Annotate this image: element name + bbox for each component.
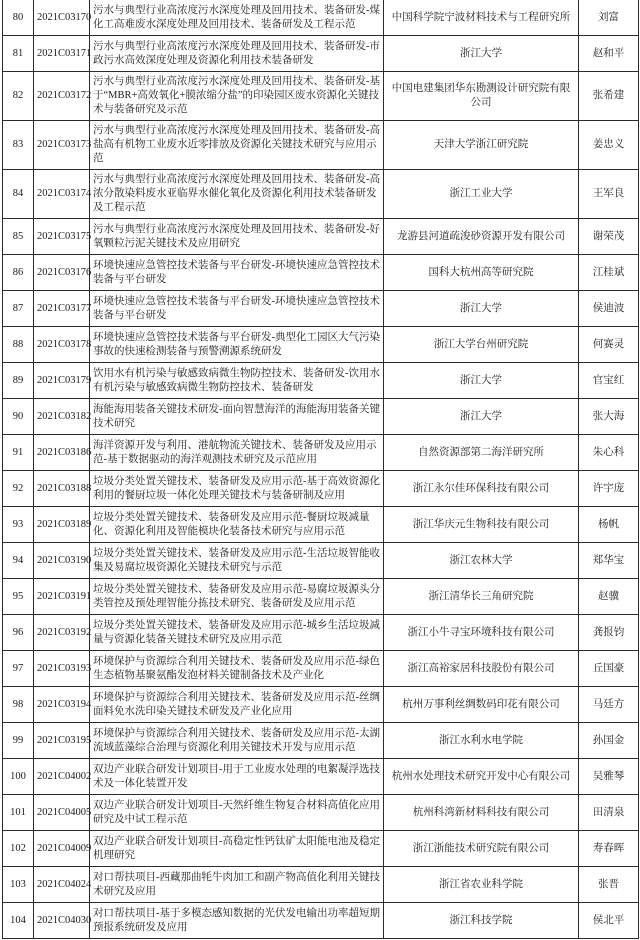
project-code: 2021C04002: [34, 759, 90, 795]
project-title: 海能海用装备关键技术研发-面向智慧海洋的海能海用装备关键技术研究: [90, 399, 384, 435]
table-row: [3, 903, 639, 939]
project-title: 饮用水有机污染与敏感致病微生物防控技术、装备研发-饮用水有机污染与敏感致病微生物防控技术、装备研发: [90, 363, 384, 399]
project-code: 2021C03195: [34, 723, 90, 759]
table-row: [3, 255, 639, 291]
project-organization: 浙江水利水电学院: [384, 723, 579, 759]
project-code: 2021C03170: [34, 0, 90, 36]
project-code: 2021C04030: [34, 903, 90, 939]
project-organization: 浙江永尔佳环保科技有限公司: [384, 471, 579, 507]
row-index: 103: [3, 867, 34, 903]
project-leader: 何赛灵: [579, 327, 639, 363]
project-leader: 孙国金: [579, 723, 639, 759]
project-organization: 龙游县河道疏浚砂资源开发有限公司: [384, 219, 579, 255]
project-code: 2021C04005: [34, 795, 90, 831]
project-leader: 吴雅琴: [579, 759, 639, 795]
project-code: 2021C03194: [34, 687, 90, 723]
project-leader: 官宝红: [579, 363, 639, 399]
project-title: 环境保护与资源综合利用关键技术、装备研发及应用示范-绿色生态植物基聚氨酯发泡材料关键制备技术及产业化: [90, 651, 384, 687]
project-title: 环境快速应急管控技术装备与平台研发-环境快速应急管控技术装备与平台研发: [90, 291, 384, 327]
project-title: 垃圾分类处置关键技术、装备研发及应用示范-餐厨垃圾减量化、资源化利用及智能模块化装备技术研究与应用示范: [90, 507, 384, 543]
project-leader: 朱心科: [579, 435, 639, 471]
table-row: [3, 723, 639, 759]
row-index: 84: [3, 170, 34, 219]
project-leader: 寿春晖: [579, 831, 639, 867]
row-index: 82: [3, 72, 34, 121]
table-row: [3, 0, 639, 36]
table-row: [3, 170, 639, 219]
project-organization: 浙江科技学院: [384, 903, 579, 939]
row-index: 91: [3, 435, 34, 471]
project-leader: 赵和平: [579, 36, 639, 72]
project-organization: 天津大学浙江研究院: [384, 121, 579, 170]
row-index: 83: [3, 121, 34, 170]
project-title: 双边产业联合研发计划项目-天然纤维生物复合材料高值化应用研究及中试工程示范: [90, 795, 384, 831]
table-row: [3, 579, 639, 615]
project-title: 环境保护与资源综合利用关键技术、装备研发及应用示范-丝绸面料免水洗印染关键技术研发及产业化应用: [90, 687, 384, 723]
row-index: 99: [3, 723, 34, 759]
project-title: 对口帮扶项目-基于多模态感知数据的光伏发电输出功率超短期预报系统研发及应用: [90, 903, 384, 939]
table-row: [3, 543, 639, 579]
project-organization: 中国科学院宁波材料技术与工程研究所: [384, 0, 579, 36]
project-organization: 杭州科湾新材料科技有限公司: [384, 795, 579, 831]
table-row: [3, 219, 639, 255]
project-leader: 侯北平: [579, 903, 639, 939]
table-row: [3, 121, 639, 170]
project-code: 2021C03193: [34, 651, 90, 687]
row-index: 81: [3, 36, 34, 72]
project-leader: 侯迪波: [579, 291, 639, 327]
project-code: 2021C03179: [34, 363, 90, 399]
project-organization: 自然资源部第二海洋研究所: [384, 435, 579, 471]
project-organization: 浙江高裕家居科技股份有限公司: [384, 651, 579, 687]
project-organization: 浙江大学: [384, 291, 579, 327]
project-title: 环境保护与资源综合利用关键技术、装备研发及应用示范-太湖流域蓝藻综合治理与资源化利用关键技术开发与应用示范: [90, 723, 384, 759]
project-leader: 张希建: [579, 72, 639, 121]
project-organization: 浙江华庆元生物科技有限公司: [384, 507, 579, 543]
project-title: 垃圾分类处置关键技术、装备研发及应用示范-基于高效资源化利用的餐厨垃圾一体化处理关键技术与装备研制及应用: [90, 471, 384, 507]
project-title: 对口帮扶项目-西藏那曲牦牛肉加工和副产物高值化利用关键技术研究及应用: [90, 867, 384, 903]
row-index: 94: [3, 543, 34, 579]
project-organization: 浙江小牛寻宝环境科技有限公司: [384, 615, 579, 651]
project-leader: 丘国豪: [579, 651, 639, 687]
project-leader: 许宇庞: [579, 471, 639, 507]
project-title: 垃圾分类处置关键技术、装备研发及应用示范-生活垃圾智能收集及易腐垃圾资源化关键技术研究与示范: [90, 543, 384, 579]
project-leader: 张大海: [579, 399, 639, 435]
project-organization: 浙江省农业科学院: [384, 867, 579, 903]
row-index: 86: [3, 255, 34, 291]
table-row: [3, 471, 639, 507]
row-index: 89: [3, 363, 34, 399]
project-title: 污水与典型行业高浓度污水深度处理及回用技术、装备研发-煤化工高难废水深度处理及回用技术、装备研发及工程示范: [90, 0, 384, 36]
project-title: 污水与典型行业高浓度污水深度处理及回用技术、装备研发-基于“MBR+高效氧化+膜浓缩分盐”的印染园区废水资源化关键技术与装备研究及示范: [90, 72, 384, 121]
project-code: 2021C03186: [34, 435, 90, 471]
project-organization: 杭州水处理技术研究开发中心有限公司: [384, 759, 579, 795]
row-index: 87: [3, 291, 34, 327]
table-row: [3, 687, 639, 723]
project-title: 海洋资源开发与利用、港航物流关键技术、装备研发及应用示范-基于数据驱动的海洋观测技术研究及示范应用: [90, 435, 384, 471]
table-row: [3, 507, 639, 543]
project-code: 2021C03171: [34, 36, 90, 72]
project-title: 污水与典型行业高浓度污水深度处理及回用技术、装备研发-高盐高有机物工业废水近零排放及资源化关键技术研究与应用示范: [90, 121, 384, 170]
table-row: [3, 291, 639, 327]
row-index: 90: [3, 399, 34, 435]
project-organization: 浙江大学: [384, 36, 579, 72]
project-code: 2021C03191: [34, 579, 90, 615]
project-code: 2021C03188: [34, 471, 90, 507]
project-title: 垃圾分类处置关键技术、装备研发及应用示范-城乡生活垃圾减量与资源化装备关键技术研究及应用示范: [90, 615, 384, 651]
project-title: 垃圾分类处置关键技术、装备研发及应用示范-易腐垃圾源头分类管控及预处理智能分拣技术研究、装备研发及应用示范: [90, 579, 384, 615]
row-index: 80: [3, 0, 34, 36]
project-title: 污水与典型行业高浓度污水深度处理及回用技术、装备研发-市政污水高效深度处理及资源化利用技术装备研发: [90, 36, 384, 72]
project-code: 2021C03174: [34, 170, 90, 219]
project-organization: 浙江大学台州研究院: [384, 327, 579, 363]
row-index: 92: [3, 471, 34, 507]
project-title: 环境快速应急管控技术装备与平台研发-典型化工园区大气污染事故的快速检测装备与预警溯源系统研发: [90, 327, 384, 363]
project-title: 污水与典型行业高浓度污水深度处理及回用技术、装备研发-高浓分散染料废水亚临界水催化氧化及资源化利用技术装备研发及工程示范: [90, 170, 384, 219]
project-leader: 龚报钧: [579, 615, 639, 651]
project-organization: 浙江大学: [384, 363, 579, 399]
table-row: [3, 615, 639, 651]
project-organization: 浙江农林大学: [384, 543, 579, 579]
project-code: 2021C03189: [34, 507, 90, 543]
project-code: 2021C03173: [34, 121, 90, 170]
project-title: 双边产业联合研发计划项目-高稳定性钙钛矿太阳能电池及稳定机理研究: [90, 831, 384, 867]
project-code: 2021C03172: [34, 72, 90, 121]
project-leader: 张晋: [579, 867, 639, 903]
project-code: 2021C04009: [34, 831, 90, 867]
row-index: 85: [3, 219, 34, 255]
project-title: 环境快速应急管控技术装备与平台研发-环境快速应急管控技术装备与平台研发: [90, 255, 384, 291]
table-row: [3, 363, 639, 399]
row-index: 88: [3, 327, 34, 363]
row-index: 98: [3, 687, 34, 723]
table-row: [3, 36, 639, 72]
project-leader: 王军良: [579, 170, 639, 219]
project-code: 2021C03178: [34, 327, 90, 363]
row-index: 97: [3, 651, 34, 687]
project-code: 2021C04024: [34, 867, 90, 903]
project-leader: 刘富: [579, 0, 639, 36]
project-organization: 国科大杭州高等研究院: [384, 255, 579, 291]
projects-table: [2, 0, 639, 939]
project-leader: 赵骥: [579, 579, 639, 615]
project-code: 2021C03176: [34, 255, 90, 291]
row-index: 101: [3, 795, 34, 831]
table-row: [3, 72, 639, 121]
project-code: 2021C03182: [34, 399, 90, 435]
project-leader: 杨帆: [579, 507, 639, 543]
table-row: [3, 399, 639, 435]
row-index: 95: [3, 579, 34, 615]
project-title: 双边产业联合研发计划项目-用于工业废水处理的电絮凝浮选技术及一体化装置开发: [90, 759, 384, 795]
projects-table-body: [3, 0, 639, 939]
project-code: 2021C03190: [34, 543, 90, 579]
project-leader: 田清泉: [579, 795, 639, 831]
table-row: [3, 759, 639, 795]
project-code: 2021C03175: [34, 219, 90, 255]
row-index: 104: [3, 903, 34, 939]
table-row: [3, 867, 639, 903]
project-organization: 浙江浙能技术研究院有限公司: [384, 831, 579, 867]
table-row: [3, 651, 639, 687]
project-organization: 浙江工业大学: [384, 170, 579, 219]
project-organization: 杭州万事利丝绸数码印花有限公司: [384, 687, 579, 723]
row-index: 96: [3, 615, 34, 651]
project-organization: 浙江大学: [384, 399, 579, 435]
project-title: 污水与典型行业高浓度污水深度处理及回用技术、装备研发-好氧颗粒污泥关键技术及应用研究: [90, 219, 384, 255]
project-leader: 马廷方: [579, 687, 639, 723]
project-leader: 江桂斌: [579, 255, 639, 291]
project-code: 2021C03177: [34, 291, 90, 327]
table-row: [3, 435, 639, 471]
project-leader: 郑华宝: [579, 543, 639, 579]
project-organization: 浙江清华长三角研究院: [384, 579, 579, 615]
row-index: 100: [3, 759, 34, 795]
row-index: 93: [3, 507, 34, 543]
table-row: [3, 795, 639, 831]
table-row: [3, 831, 639, 867]
project-code: 2021C03192: [34, 615, 90, 651]
project-leader: 谢荣茂: [579, 219, 639, 255]
project-leader: 姜忠义: [579, 121, 639, 170]
row-index: 102: [3, 831, 34, 867]
project-organization: 中国电建集团华东勘测设计研究院有限公司: [384, 72, 579, 121]
table-row: [3, 327, 639, 363]
